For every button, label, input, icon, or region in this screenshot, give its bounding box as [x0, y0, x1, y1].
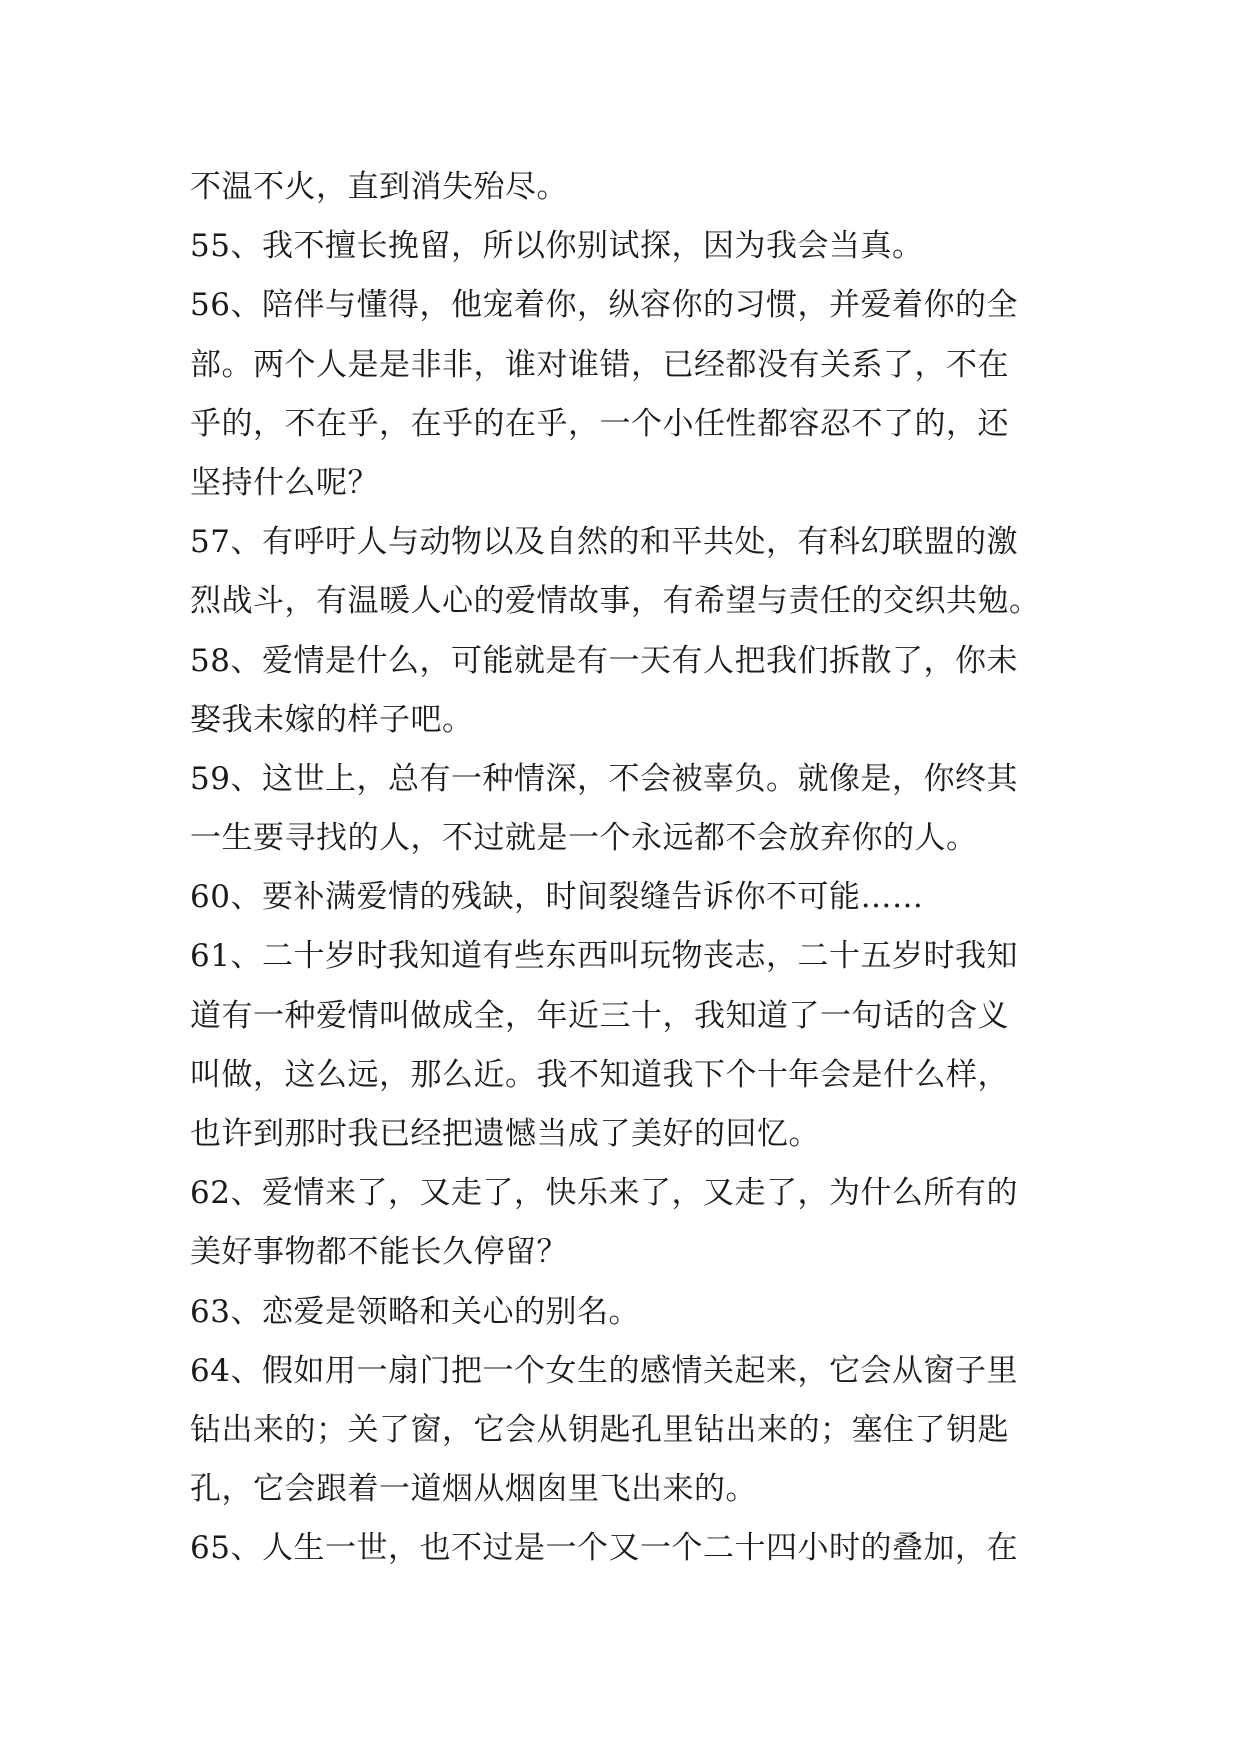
- text-line: 59、这世上，总有一种情深，不会被辜负。就像是，你终其: [190, 760, 1018, 797]
- text-line: 孔，它会跟着一道烟从烟囱里飞出来的。: [190, 1471, 757, 1508]
- text-line: 57、有呼吁人与动物以及自然的和平共处，有科幻联盟的激: [190, 524, 1018, 561]
- text-line: 坚持什么呢？: [190, 464, 379, 501]
- text-line: 不温不火，直到消失殆尽。: [190, 169, 568, 205]
- text-line: 叫做，这么远，那么近。我不知道我下个十年会是什么样，: [190, 1056, 1009, 1093]
- text-line: 道有一种爱情叫做成全，年近三十，我知道了一句话的含义: [190, 997, 1009, 1034]
- text-line: 61、二十岁时我知道有些东西叫玩物丧志，二十五岁时我知: [190, 938, 1018, 975]
- document-body: [190, 158, 1070, 1579]
- text-line: 烈战斗，有温暖人心的爱情故事，有希望与责任的交织共勉。: [190, 583, 1041, 620]
- text-line: 钻出来的；关了窗，它会从钥匙孔里钻出来的；塞住了钥匙: [190, 1411, 1009, 1448]
- text-line: 56、陪伴与懂得，他宠着你，纵容你的习惯，并爱着你的全: [190, 287, 1018, 324]
- text-line: 美好事物都不能长久停留？: [190, 1234, 568, 1271]
- text-line: 55、我不擅长挽留，所以你别试探，因为我会当真。: [190, 228, 924, 265]
- text-line: 63、恋爱是领略和关心的别名。: [190, 1293, 640, 1330]
- text-line: 65、人生一世，也不过是一个又一个二十四小时的叠加，在: [190, 1530, 1018, 1567]
- text-line: 乎的，不在乎，在乎的在乎，一个小任性都容忍不了的，还: [190, 405, 1009, 442]
- text-line: 娶我未嫁的样子吧。: [190, 701, 474, 738]
- text-line: 部。两个人是是非非，谁对谁错，已经都没有关系了，不在: [190, 346, 1009, 383]
- text-line: 60、要补满爱情的残缺，时间裂缝告诉你不可能……: [190, 879, 924, 916]
- text-line: 64、假如用一扇门把一个女生的感情关起来，它会从窗子里: [190, 1352, 1018, 1389]
- text-line: 也许到那时我已经把遗憾当成了美好的回忆。: [190, 1116, 820, 1152]
- text-line: 一生要寻找的人，不过就是一个永远都不会放弃你的人。: [190, 820, 978, 857]
- text-line: 58、爱情是什么，可能就是有一天有人把我们拆散了，你未: [190, 642, 1018, 679]
- text-line: 62、爱情来了，又走了，快乐来了，又走了，为什么所有的: [190, 1175, 1018, 1212]
